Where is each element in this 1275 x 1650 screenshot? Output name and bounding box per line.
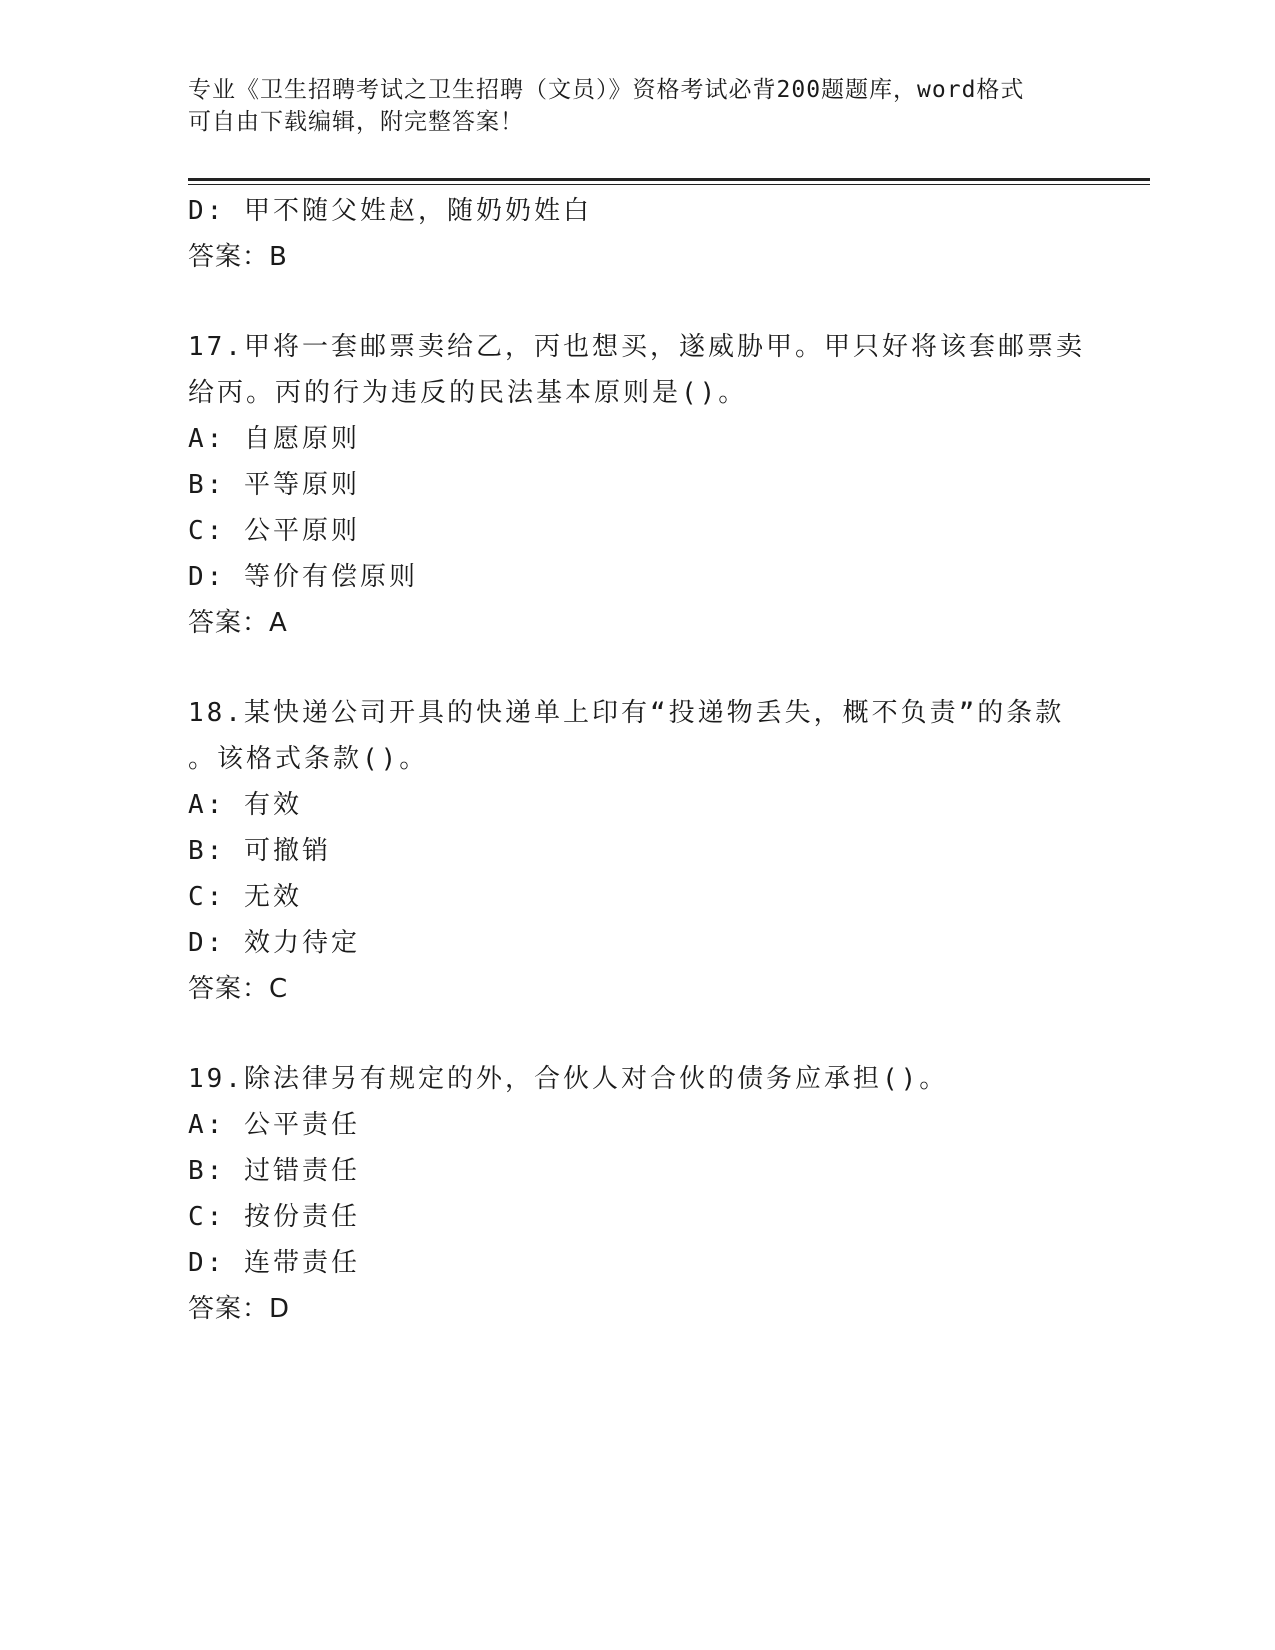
question-stem-line2: 。该格式条款()。 <box>188 744 429 774</box>
question-19 <box>188 1056 1088 1332</box>
header-title-line2: 可自由下载编辑，附完整答案！ <box>188 109 524 135</box>
answer-line: 答案：A <box>188 608 288 638</box>
question-stem-line1: 19.除法律另有规定的外，合伙人对合伙的债务应承担()。 <box>188 1064 949 1094</box>
header-divider-thin <box>188 184 1150 185</box>
option-b: B: 可撤销 <box>188 836 331 866</box>
question-list <box>188 188 1088 1332</box>
question-stem-line2: 给丙。丙的行为违反的民法基本原则是()。 <box>188 378 748 408</box>
answer-line: 答案：C <box>188 974 289 1004</box>
option-b: B: 平等原则 <box>188 470 360 500</box>
option-d: D: 甲不随父姓赵，随奶奶姓白 <box>188 196 592 226</box>
option-b: B: 过错责任 <box>188 1156 360 1186</box>
option-d: D: 等价有偿原则 <box>188 562 418 592</box>
option-d: D: 连带责任 <box>188 1248 360 1278</box>
header-divider-thick <box>188 178 1150 181</box>
answer-line: 答案：B <box>188 242 288 272</box>
document-header <box>188 74 1068 138</box>
question-stem-line1: 18.某快递公司开具的快递单上印有“投递物丢失，概不负责”的条款 <box>188 698 1065 728</box>
option-a: A: 自愿原则 <box>188 424 360 454</box>
option-a: A: 有效 <box>188 790 302 820</box>
question-17 <box>188 324 1088 646</box>
question-18 <box>188 690 1088 1012</box>
option-d: D: 效力待定 <box>188 928 360 958</box>
question-16-tail <box>188 188 1088 280</box>
question-stem-line1: 17.甲将一套邮票卖给乙，丙也想买，遂威胁甲。甲只好将该套邮票卖 <box>188 332 1085 362</box>
option-c: C: 公平原则 <box>188 516 360 546</box>
option-c: C: 按份责任 <box>188 1202 360 1232</box>
header-title-line1: 专业《卫生招聘考试之卫生招聘（文员）》资格考试必背200题题库，word格式 <box>188 77 1025 103</box>
option-a: A: 公平责任 <box>188 1110 360 1140</box>
option-c: C: 无效 <box>188 882 302 912</box>
answer-line: 答案：D <box>188 1294 291 1324</box>
